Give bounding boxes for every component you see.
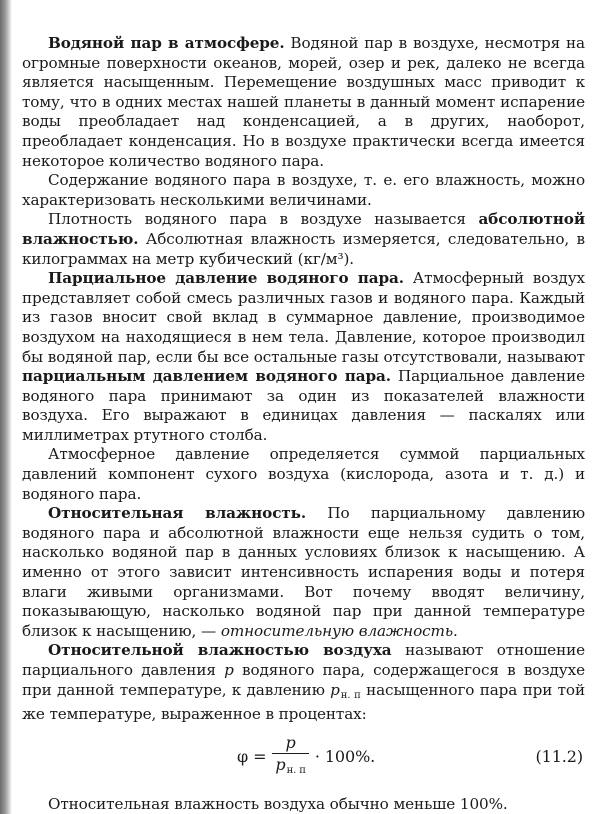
formula-rhs: · 100%. — [314, 747, 376, 767]
paragraph-text: Плотность водяного пара в воздухе называется — [48, 210, 479, 229]
paragraph-text: Парциальное давление водяного пара принимают за один из показателей влажности воздуха. Его выражают в единицах давления — паскалях или миллиметрах ртутного столба. — [22, 367, 585, 444]
paragraph-text: водяного пара, содержащегося в воздухе при данной температуре, к давлению — [22, 661, 585, 699]
formula-expression — [237, 733, 375, 782]
page-edge-shadow — [0, 0, 12, 814]
paragraph-text: Атмосферный воздух представляет собой смесь различных газов и водяного пара. Каждый из газов вносит свой вклад в суммарное давление, производимое воздухом на находящиеся в нем тела. Давление, которое производил бы водяной пар, если бы все остальные газы отсутствовали, называют — [22, 269, 585, 366]
term-relative-humidity-definition: Относительной влажностью воздуха — [48, 641, 392, 660]
heading-relative-humidity: Относительная влажность. — [48, 504, 307, 523]
paragraph-water-vapor — [22, 34, 585, 171]
paragraph-conclusion: Относительная влажность воздуха обычно меньше 100%. — [48, 794, 508, 813]
formula-denominator — [272, 754, 308, 782]
formula-numerator: p — [285, 732, 296, 752]
paragraph-text: насыщенного пара при той же температуре, выраженное в процентах: — [22, 680, 585, 724]
heading-water-vapor: Водяной пар в атмосфере. — [48, 34, 285, 52]
paragraph-relative-humidity — [22, 504, 585, 641]
equation-number: (11.2) — [535, 746, 583, 766]
paragraph-humidity-intro: Содержание водяного пара в воздухе, т. е. его влажность, можно характеризовать несколькими величинами. — [22, 171, 585, 209]
paragraph-text: называют отношение парциального давления — [22, 641, 585, 679]
term-relative-humidity: относительную влажность. — [220, 621, 458, 640]
paragraph-text: Абсолютная влажность измеряется, следовательно, в килограммах на метр кубический (кг/м³). — [22, 229, 585, 268]
paragraph-text: Водяной пар в воздухе, несмотря на огромные поверхности океанов, морей, озер и рек, далеко не всегда является насыщенным. Перемещение воздушных масс приводит к тому, что в одних местах нашей планеты в данный момент испарение воды преобладает над конденсацией, а в других, наоборот, преобладает конденсация. Но в воздухе практически всегда имеется некоторое количество водяного пара. — [22, 34, 585, 170]
formula-fraction — [272, 733, 308, 782]
symbol-p-sat-subscript: н. п — [340, 689, 361, 701]
paragraph-absolute-humidity — [22, 210, 585, 269]
paragraph-atmospheric-pressure: Атмосферное давление определяется суммой парциальных давлений компонент сухого воздуха (кислорода, азота и т. д.) и водяного пара. — [22, 445, 585, 503]
term-absolute-humidity: абсолютной влажностью. — [22, 210, 585, 248]
textbook-page — [22, 34, 585, 814]
formula-denominator-subscript: н. п — [286, 764, 306, 776]
formula-denominator-symbol: p — [275, 754, 286, 774]
heading-partial-pressure: Парциальное давление водяного пара. — [48, 269, 404, 288]
symbol-p: p — [224, 661, 234, 679]
symbol-p-sat: p — [330, 680, 340, 699]
formula-lhs: φ = — [237, 747, 267, 767]
paragraph-partial-pressure — [22, 269, 585, 445]
paragraph-text: По парциальному давлению водяного пара и абсолютной влажности еще нельзя судить о том, насколько водяной пар в данных условиях близок к насыщению. А именно от этого зависит интенсивность испарения воды и потеря влаги живыми организмами. Вот почему вводят величину, показывающую, насколько водяной пар при данной температуре близок к насыщению, — — [22, 504, 585, 640]
paragraph-definition — [22, 641, 585, 724]
term-partial-pressure: парциальным давлением водяного пара. — [22, 367, 391, 386]
formula-relative-humidity — [22, 731, 585, 789]
